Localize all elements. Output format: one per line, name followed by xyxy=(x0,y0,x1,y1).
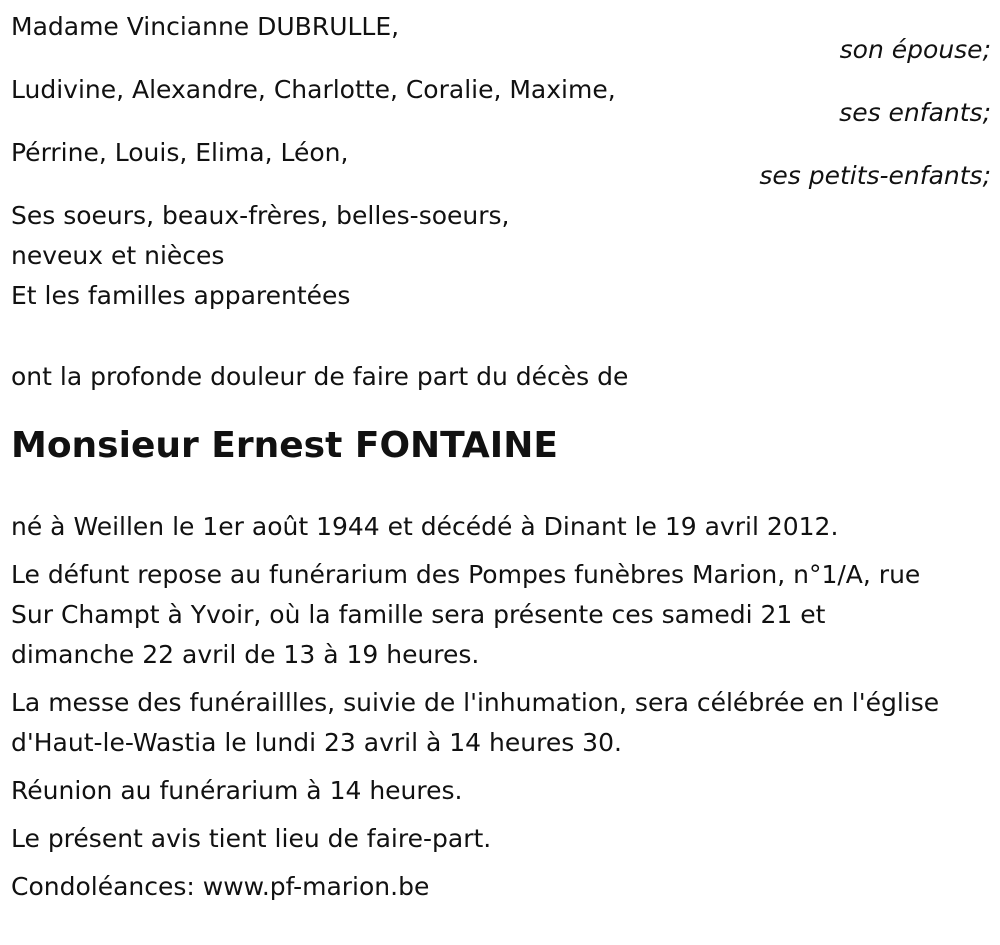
mourner-names: Ludivine, Alexandre, Charlotte, Coralie, Maxime, xyxy=(11,75,616,104)
viewing-paragraph xyxy=(11,555,991,675)
paragraph-line: d'Haut-le-Wastia le lundi 23 avril à 14 heures 30. xyxy=(11,728,622,757)
paragraph-line: Le présent avis tient lieu de faire-part. xyxy=(11,824,492,853)
paragraph-line: La messe des funéraillles, suivie de l'inhumation, sera célébrée en l'église xyxy=(11,688,940,717)
mourner-row-spouse xyxy=(11,7,991,64)
obituary-notice xyxy=(11,7,991,907)
mourner-names: Pérrine, Louis, Elima, Léon, xyxy=(11,138,349,167)
paragraph-line: dimanche 22 avril de 13 à 19 heures. xyxy=(11,640,480,669)
meeting-paragraph xyxy=(11,771,991,811)
condolences-paragraph xyxy=(11,867,991,907)
mourner-role: ses enfants; xyxy=(839,98,991,127)
mourner-row-children xyxy=(11,70,991,127)
announcement-text: ont la profonde douleur de faire part du décès de xyxy=(11,362,629,391)
family-line: Et les familles apparentées xyxy=(11,281,351,310)
deceased-name: Monsieur Ernest FONTAINE xyxy=(11,425,558,466)
condolences-line: Condoléances: www.pf-marion.be xyxy=(11,872,430,901)
mourner-names: Madame Vincianne DUBRULLE, xyxy=(11,12,400,41)
paragraph-line: Le défunt repose au funérarium des Pompes funèbres Marion, n°1/A, rue xyxy=(11,560,921,589)
mourner-role: son épouse; xyxy=(839,35,991,64)
notice-paragraph xyxy=(11,819,991,859)
family-line: Ses soeurs, beaux-frères, belles-soeurs, xyxy=(11,201,510,230)
paragraph-line: Sur Champt à Yvoir, où la famille sera présente ces samedi 21 et xyxy=(11,600,826,629)
birth-death-paragraph xyxy=(11,507,991,547)
mourner-role: ses petits-enfants; xyxy=(759,161,991,190)
extended-family xyxy=(11,196,991,316)
paragraph-line: Réunion au funérarium à 14 heures. xyxy=(11,776,463,805)
mourner-row-grandchildren xyxy=(11,133,991,190)
paragraph-line: né à Weillen le 1er août 1944 et décédé à Dinant le 19 avril 2012. xyxy=(11,512,839,541)
family-line: neveux et nièces xyxy=(11,241,225,270)
mass-paragraph xyxy=(11,683,991,763)
